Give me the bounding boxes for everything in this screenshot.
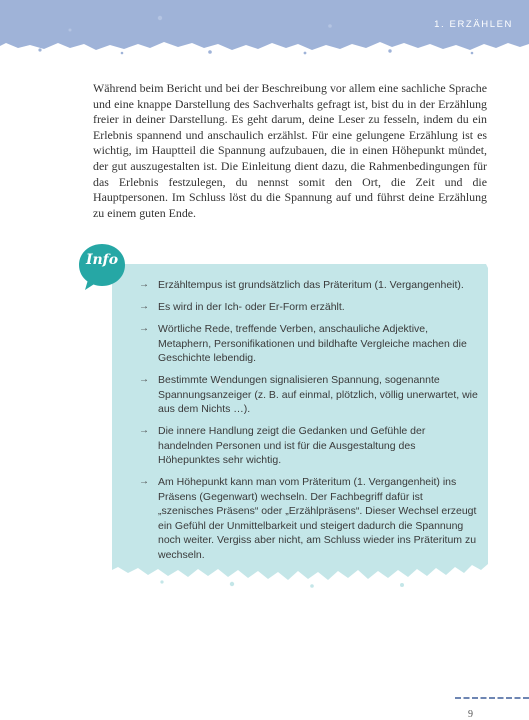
info-item-text: Wörtliche Rede, treffende Verben, anschauliche Adjektive, Metaphern, Personifikationen und bildhafte Vergleiche machen die Geschichte lebendig. [158, 323, 467, 364]
info-badge [78, 243, 126, 291]
info-item [138, 322, 478, 366]
section-title: 1. ERZÄHLEN [434, 19, 513, 30]
page-number: 9 [468, 709, 473, 720]
info-label: Info [85, 252, 119, 268]
info-item-text: Es wird in der Ich- oder Er-Form erzählt. [158, 301, 345, 313]
info-item [138, 373, 478, 417]
info-item-text: Erzähltempus ist grundsätzlich das Präteritum (1. Vergangenheit). [158, 279, 464, 291]
header-band [0, 0, 529, 62]
arrow-right-icon: → [139, 301, 149, 312]
arrow-right-icon: → [139, 323, 149, 334]
info-list [138, 278, 478, 570]
info-item [138, 475, 478, 562]
arrow-right-icon: → [139, 374, 149, 385]
info-item-text: Die innere Handlung zeigt die Gedanken und Gefühle der handelnden Personen und ist für die Ausgestaltung des Höhepunktes sehr wichtig. [158, 425, 426, 466]
info-item [138, 300, 478, 315]
arrow-right-icon: → [139, 279, 149, 290]
footer-dash-line [455, 697, 529, 699]
arrow-right-icon: → [139, 476, 149, 487]
info-item [138, 278, 478, 293]
info-item-text: Am Höhepunkt kann man vom Präteritum (1. Vergangenheit) ins Präsens (Gegenwart) wechseln. Der Fachbegriff dafür ist „szenisches Präsens“ oder „Erzählpräsens“. Dieser Wechsel erzeugt ein Gefühl der Unmittelbarkeit und steigert dadurch die Spannung noch weiter. Vergiss aber nicht, am Schluss wieder ins Präteritum zu wechseln. [158, 476, 477, 561]
arrow-right-icon: → [139, 425, 149, 436]
body-paragraph: Während beim Bericht und bei der Beschreibung vor allem eine sachliche Sprache und eine knappe Darstellung des Sachverhalts gefragt ist, bist du in der Erzählung freier in deiner Darstellung. Es geht darum, deine Leser zu fesseln, indem du ein Erlebnis spannend und anschaulich erzählst. Für eine gelungene Erzählung ist es wichtig, im Hauptteil die Spannung aufzubauen, die in einen Höhepunkt mündet, der gut auszugestalten ist. Die Einleitung dient dazu, die Rahmenbedingungen für das Erlebnis festzulegen, du nennst somit den Ort, die Zeit und die Hauptpersonen. Im Schluss löst du die Spannung auf und führst deine Erzählung zu einem guten Ende. [93, 81, 487, 220]
header-band-shape [0, 0, 529, 62]
info-item [138, 424, 478, 468]
info-item-text: Bestimmte Wendungen signalisieren Spannung, sogenannte Spannungsanzeiger (z. B. auf einmal, plötzlich, völlig unerwartet, wie aus dem Nichts …). [158, 374, 478, 415]
